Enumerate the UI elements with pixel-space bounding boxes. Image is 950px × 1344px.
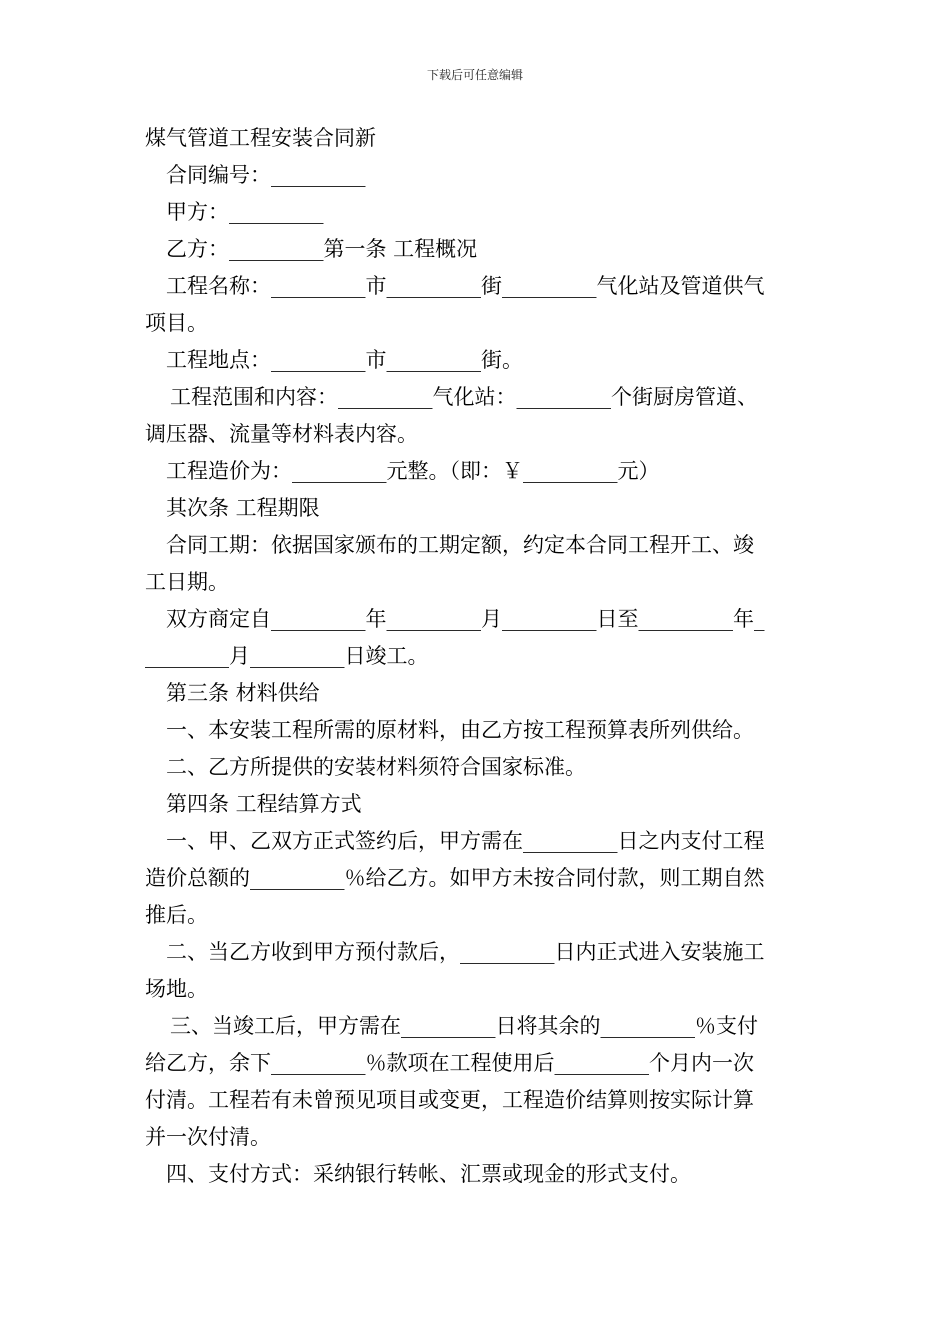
- party-b-line: 乙方：_________第一条 工程概况: [166, 237, 478, 261]
- materials-clause-2: 二、乙方所提供的安装材料须符合国家标准。: [166, 755, 586, 779]
- header-note: 下载后可任意编辑: [426, 68, 523, 82]
- settlement-clause-3-continued: 给乙方，余下_________％款项在工程使用后_________个月内一次: [145, 1051, 754, 1075]
- settlement-clause-3-continued-2: 付清。工程若有未曾预见项目或变更，工程造价结算则按实际计算: [145, 1088, 754, 1112]
- party-a-line: 甲方：_________: [166, 200, 324, 224]
- settlement-clause-3-end: 并一次付清。: [145, 1125, 271, 1149]
- agreed-dates-continued: ________月_________日竣工。: [145, 644, 429, 668]
- settlement-clause-1-continued: 造价总额的_________％给乙方。如甲方未按合同付款，则工期自然: [145, 866, 765, 890]
- settlement-clause-3: 三、当竣工后，甲方需在_________日将其余的_________％支付: [170, 1014, 758, 1038]
- project-cost-line: 工程造价为：_________元整。（即：￥_________元）: [166, 459, 660, 483]
- article-3-heading: 第三条 材料供给: [166, 681, 320, 705]
- settlement-clause-1: 一、甲、乙双方正式签约后，甲方需在_________日之内支付工程: [166, 829, 765, 853]
- document-body: [145, 120, 810, 1193]
- document-title: 煤气管道工程安装合同新: [145, 126, 376, 150]
- project-scope-continued: 调压器、流量等材料表内容。: [145, 422, 418, 446]
- payment-method-clause: 四、支付方式：采纳银行转帐、汇票或现金的形式支付。: [166, 1162, 691, 1186]
- settlement-clause-1-end: 推后。: [145, 903, 208, 927]
- contract-number-line: 合同编号：_________: [166, 163, 366, 187]
- settlement-clause-2-continued: 场地。: [145, 977, 208, 1001]
- article-2-heading: 其次条 工程期限: [166, 496, 320, 520]
- project-name-line: 工程名称：_________市_________街_________气化站及管道供气: [166, 274, 765, 298]
- contract-period-line: 合同工期：依据国家颁布的工期定额，约定本合同工程开工、竣: [166, 533, 754, 557]
- article-4-heading: 第四条 工程结算方式: [166, 792, 362, 816]
- project-name-continued: 项目。: [145, 311, 208, 335]
- agreed-dates-line: 双方商定自_________年_________月_________日至_________年_: [166, 607, 765, 631]
- materials-clause-1: 一、本安装工程所需的原材料，由乙方按工程预算表所列供给。: [166, 718, 754, 742]
- project-location-line: 工程地点：_________市_________街。: [166, 348, 523, 372]
- project-scope-line: 工程范围和内容：_________气化站：_________个街厨房管道、: [170, 385, 758, 409]
- contract-period-continued: 工日期。: [145, 570, 229, 594]
- settlement-clause-2: 二、当乙方收到甲方预付款后，_________日内正式进入安装施工: [166, 940, 765, 964]
